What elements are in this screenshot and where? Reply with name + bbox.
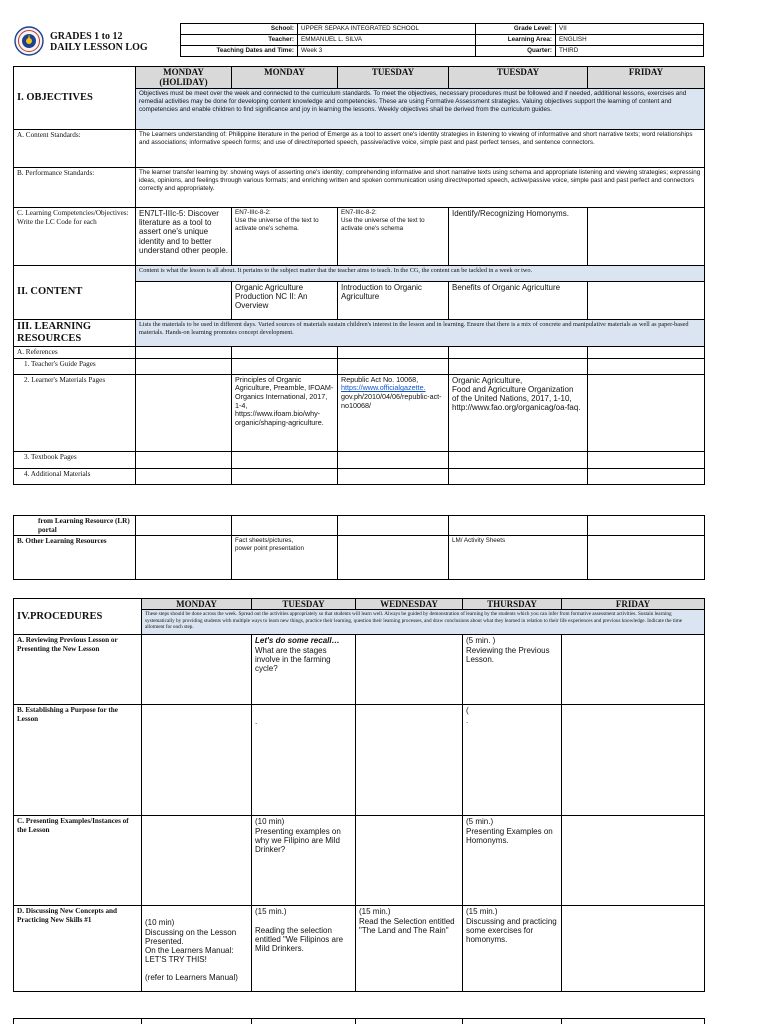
procedure-label: D. Discussing New Concepts and Practicing New Skills #1 [14, 906, 142, 992]
day-header: TUESDAY [252, 599, 356, 610]
header-info-table [180, 23, 704, 57]
content-cell: Benefits of Organic Agriculture [449, 282, 588, 320]
school-label: School: [181, 24, 298, 35]
lm-cell [136, 374, 232, 451]
resources-text: Lists the materials to be used in different days. Varied sources of materials sustain children's interest in the lesson and in learning. Ensure that there is a mix of concrete and manipulative materials as well as paper-based materials. Hands-on learning promotes concept development. [136, 320, 705, 347]
content-cell: Organic Agriculture Production NC II: An Overview [232, 282, 338, 320]
other-resource-cell [136, 536, 232, 580]
page-title [50, 31, 148, 53]
procedure-cell: (15 min.) Read the Selection entitled "The Land and The Rain" [356, 906, 463, 992]
title-line-1: GRADES 1 to 12 [50, 31, 123, 42]
content-cell: Introduction to Organic Agriculture [338, 282, 449, 320]
official-gazette-link[interactable]: https://www.officialgazette. [341, 383, 426, 393]
lm-cell: Organic Agriculture, Food and Agriculture Organization of the United Nations, 2017, 1-10, http://www.fao.org/organicag/oa-faq. [449, 374, 588, 451]
references-label: A. References [14, 347, 136, 359]
procedure-cell: (10 min) Discussing on the Lesson Presented. On the Learners Manual: LET'S TRY THIS! (refer to Learners Manual) [142, 906, 252, 992]
recall-lead: Let's do some recall… [255, 636, 340, 646]
procedure-cell-recall [252, 635, 356, 705]
procedure-label: B. Establishing a Purpose for the Lesson [14, 705, 142, 816]
procedure-cell [142, 705, 252, 816]
procedure-cell: (5 min. ) Reviewing the Previous Lesson. [463, 635, 562, 705]
procedure-cell [562, 906, 705, 992]
day-header: FRIDAY [588, 67, 705, 89]
dates-value: Week 3 [298, 45, 476, 56]
grade-label: Grade Level: [476, 24, 556, 35]
learners-materials-label: 2. Learner's Materials Pages [14, 374, 136, 451]
competency-cell: Identify/Recognizing Homonyms. [449, 208, 588, 266]
content-cell [588, 282, 705, 320]
objectives-text: Objectives must be meet over the week and connected to the curriculum standards. To meet the objectives, necessary procedures must be followed and if needed, additional lessons, exercises and remedial activities may be done for developing content knowledge and competencies. These are using Formative Assessment strategies. Valuing objectives support the learning of content and competencies and enable children to find significance and joy in learning the lessons. Weekly objectives shall be derived from the curriculum guides. [136, 89, 705, 130]
objectives-label: I. OBJECTIVES [14, 67, 136, 130]
objectives-table [13, 66, 705, 485]
next-page-table [13, 1018, 705, 1024]
procedure-cell [356, 635, 463, 705]
quarter-value: THIRD [556, 45, 704, 56]
lm-cell [588, 374, 705, 451]
area-label: Learning Area: [476, 34, 556, 45]
procedures-table [13, 598, 705, 992]
lm-cell-republic-act [338, 374, 449, 451]
competencies-label: C. Learning Competencies/Objectives: Write the LC Code for each [14, 208, 136, 266]
procedure-cell [562, 635, 705, 705]
procedure-cell [356, 705, 463, 816]
procedure-cell: (5 min.) Presenting Examples on Homonyms. [463, 816, 562, 906]
day-header: TUESDAY [338, 67, 449, 89]
grade-value: VII [556, 24, 704, 35]
competency-cell: EN7-IIIc-8-2: Use the universe of the text to activate one's schema [338, 208, 449, 266]
procedure-cell: ( . [463, 705, 562, 816]
content-text: Content is what the lesson is all about. It pertains to the subject matter that the teacher aims to teach. In the CG, the content can be tackled in a week or two. [136, 266, 705, 282]
other-resource-cell: LM/ Activity Sheets [449, 536, 588, 580]
teacher-label: Teacher: [181, 34, 298, 45]
teacher-value: EMMANUEL L. SILVA [298, 34, 476, 45]
recall-question: What are the stages involve in the farming cycle? [255, 645, 331, 673]
dates-label: Teaching Dates and Time: [181, 45, 298, 56]
procedure-cell [142, 816, 252, 906]
performance-standards-label: B. Performance Standards: [14, 168, 136, 208]
procedure-cell: (10 min) Presenting examples on why we Filipino are Mild Drinker? [252, 816, 356, 906]
other-resources-label: B. Other Learning Resources [14, 536, 136, 580]
other-resources-table [13, 515, 705, 580]
day-header: MONDAY [232, 67, 338, 89]
teachers-guide-label: 1. Teacher's Guide Pages [14, 358, 136, 374]
day-header: FRIDAY [562, 599, 705, 610]
lm-ra-link-rest: gov.ph/2010/04/06/republic-act-no10068/ [341, 392, 442, 410]
procedure-label: C. Presenting Examples/Instances of the Lesson [14, 816, 142, 906]
day-header: THURSDAY [463, 599, 562, 610]
competency-cell: EN7-IIIc-8-2: Use the universe of the text to activate one's schema. [232, 208, 338, 266]
day-header: WEDNESDAY [356, 599, 463, 610]
procedure-cell [356, 816, 463, 906]
content-cell [136, 282, 232, 320]
day-header: MONDAY [142, 599, 252, 610]
day-header: TUESDAY [449, 67, 588, 89]
day-header: MONDAY (HOLIDAY) [136, 67, 232, 89]
school-value: UPPER SEPAKA INTEGRATED SCHOOL [298, 24, 476, 35]
content-label: II. CONTENT [14, 266, 136, 320]
procedures-label: IV.PROCEDURES [14, 599, 142, 635]
procedures-text: These steps should be done across the week. Spread out the activities appropriately so that students will learn well. Always be guided by demonstration of learning by the students which you can infer from formative assessment activities. Sustain learning systematically by providing students with multiple ways to learn new things, practice their learning, question their learning processes, and draw conclusions about what they learned in relation to their life experiences and previous knowledge. Indicate the time allotment for each step. [142, 610, 705, 635]
competency-cell: EN7LT-IIIc-5: Discover literature as a tool to assert one's unique identity and to better understand other people. [136, 208, 232, 266]
procedure-label: A. Reviewing Previous Lesson or Presenting the New Lesson [14, 635, 142, 705]
procedure-cell [562, 705, 705, 816]
content-standards-text: The Learners understanding of: Philippine literature in the period of Emerge as a tool to assert one's identity strategies in listening to viewing of informative and short narrative texts; word relationships and associations; informative speech forms; and use of direct/reported speech, passive/active voice, simple past and past perfect tenses, and sentence connectors. [136, 130, 705, 168]
procedure-cell [562, 816, 705, 906]
procedure-cell: (15 min.) Discussing and practicing some exercises for homonyms. [463, 906, 562, 992]
additional-materials-label: 4. Additional Materials [14, 468, 136, 484]
lm-cell: Principles of Organic Agriculture, Preamble, IFOAM-Organics International, 2017, 1-4, https://www.ifoam.bio/why-organic/shaping-agriculture. [232, 374, 338, 451]
area-value: ENGLISH [556, 34, 704, 45]
textbook-label: 3. Textbook Pages [14, 451, 136, 468]
deped-seal-logo [14, 26, 44, 56]
procedure-cell: . [252, 705, 356, 816]
procedure-cell: (15 min.) Reading the selection entitled "We Filipinos are Mild Drinkers. [252, 906, 356, 992]
quarter-label: Quarter: [476, 45, 556, 56]
resources-label: III. LEARNING RESOURCES [14, 320, 136, 347]
content-standards-label: A. Content Standards: [14, 130, 136, 168]
performance-standards-text: The learner transfer learning by: showing ways of asserting one's identity; comprehending informative and short narrative texts using schema and appropriate listening and viewing strategies; expressing ideas, opinions, and feelings through various formats; and enriching written and spoken communication using direct/reported speech, active/passive voice, simple past and past perfect and connectors correctly and appropriately. [136, 168, 705, 208]
lm-ra-text: Republic Act No. 10068, [341, 374, 419, 384]
other-resource-cell: Fact sheets/pictures, power point presentation [232, 536, 338, 580]
other-resource-cell [588, 536, 705, 580]
competency-cell [588, 208, 705, 266]
procedure-cell [142, 635, 252, 705]
title-line-2: DAILY LESSON LOG [50, 42, 148, 53]
other-resource-cell [338, 536, 449, 580]
portal-label: from Learning Resource (LR) portal [14, 516, 136, 536]
